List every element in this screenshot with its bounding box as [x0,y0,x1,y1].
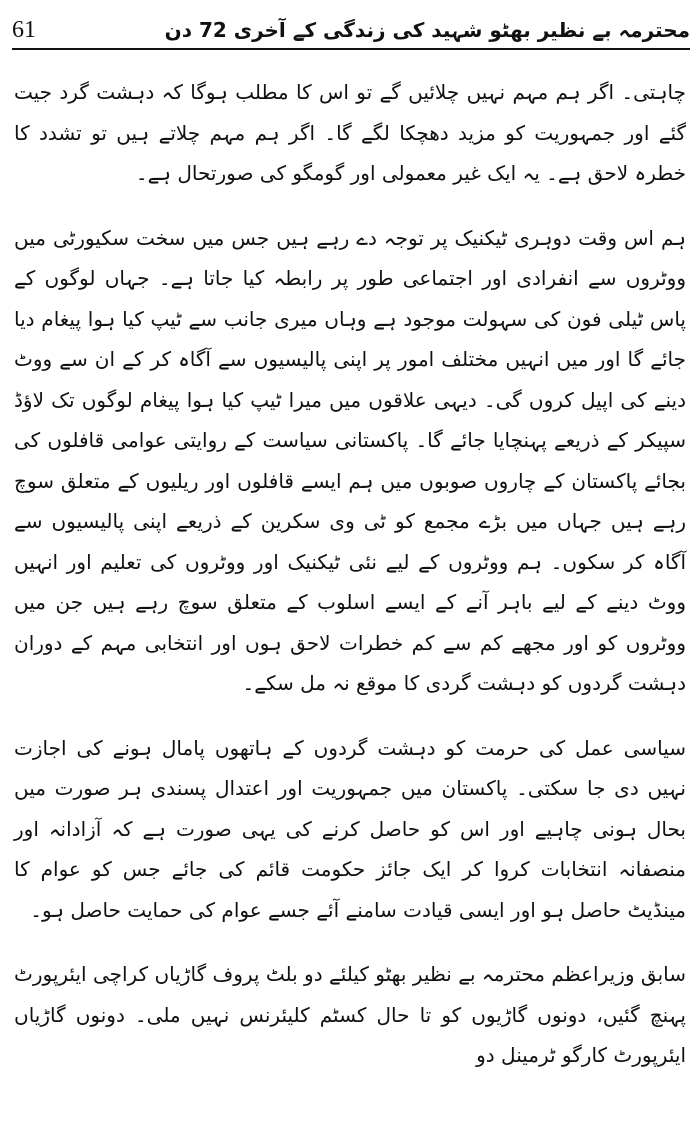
header-divider [12,48,690,50]
page-number: 61 [12,17,36,43]
paragraph: ہم اس وقت دوہری ٹیکنیک پر توجہ دے رہے ہیں جس میں سخت سکیورٹی میں ووٹروں سے انفرادی اور اجتماعی طور پر رابطہ کیا جاتا ہے۔ جہاں لوگوں کے پاس ٹیلی فون کی سہولت موجود ہے وہاں میری جانب سے ٹیپ کیا ہوا پیغام دیا جائے گا اور میں انہیں مختلف امور پر اپنی پالیسیوں سے آگاہ کر کے ان سے ووٹ دینے کی اپیل کروں گی۔ دیہی علاقوں میں میرا ٹیپ کیا ہوا پیغام لوگوں تک لاؤڈ سپیکر کے ذریعے پہنچایا جائے گا۔ پاکستانی سیاست کے روایتی عوامی قافلوں کی بجائے پاکستان کے چاروں صوبوں میں ہم ایسے قافلوں اور ریلیوں کے متعلق سوچ رہے ہیں جہاں میں بڑے مجمع کو ٹی وی سکرین کے ذریعے اپنی پالیسیوں سے آگاہ کر سکوں۔ ہم ووٹروں کے لیے نئی ٹیکنیک اور ووٹروں کی تعلیم اور انہیں ووٹ دینے کے لیے باہر آنے کے ایسے اسلوب کے متعلق سوچ رہے ہیں جن میں ووٹروں کو اور مجھے کم سے کم خطرات لاحق ہوں اور انتخابی مہم کے دوران دہشت گردوں کو دہشت گردی کا موقع نہ مل سکے۔ [14,225,686,695]
paragraph: سیاسی عمل کی حرمت کو دہشت گردوں کے ہاتھوں پامال ہونے کی اجازت نہیں دی جا سکتی۔ پاکستان میں جمہوریت اور اعتدال پسندی ہر صورت میں بحال ہونی چاہیے اور اس کو حاصل کرنے کی یہی صورت ہے کہ آزادانہ اور منصفانہ انتخابات کروا کر ایک جائز حکومت قائم کی جائے جس کو عوام کا مینڈیٹ حاصل ہو اور ایسی قیادت سامنے آئے جسے عوام کی حمایت حاصل ہو۔ [14,735,686,922]
body-text [14,72,686,1100]
page-header [12,10,690,44]
paragraph: سابق وزیراعظم محترمہ بے نظیر بھٹو کیلئے دو بلٹ پروف گاڑیاں کراچی ایئرپورٹ پہنچ گئیں، دونوں گاڑیوں کو تا حال کسٹم کلیئرنس نہیں ملی۔ دونوں گاڑیاں ایئرپورٹ کارگو ٹرمینل دو [14,962,686,1067]
running-title: محترمہ بے نظیر بھٹو شہید کی زندگی کے آخری 72 دن [164,18,690,42]
paragraph: چاہتی۔ اگر ہم مہم نہیں چلائیں گے تو اس کا مطلب ہوگا کہ دہشت گرد جیت گئے اور جمہوریت کو مزید دھچکا لگے گا۔ اگر ہم مہم چلاتے ہیں تو تشدد کا خطرہ لاحق ہے۔ یہ ایک غیر معمولی اور گومگو کی صورتحال ہے۔ [14,80,686,185]
